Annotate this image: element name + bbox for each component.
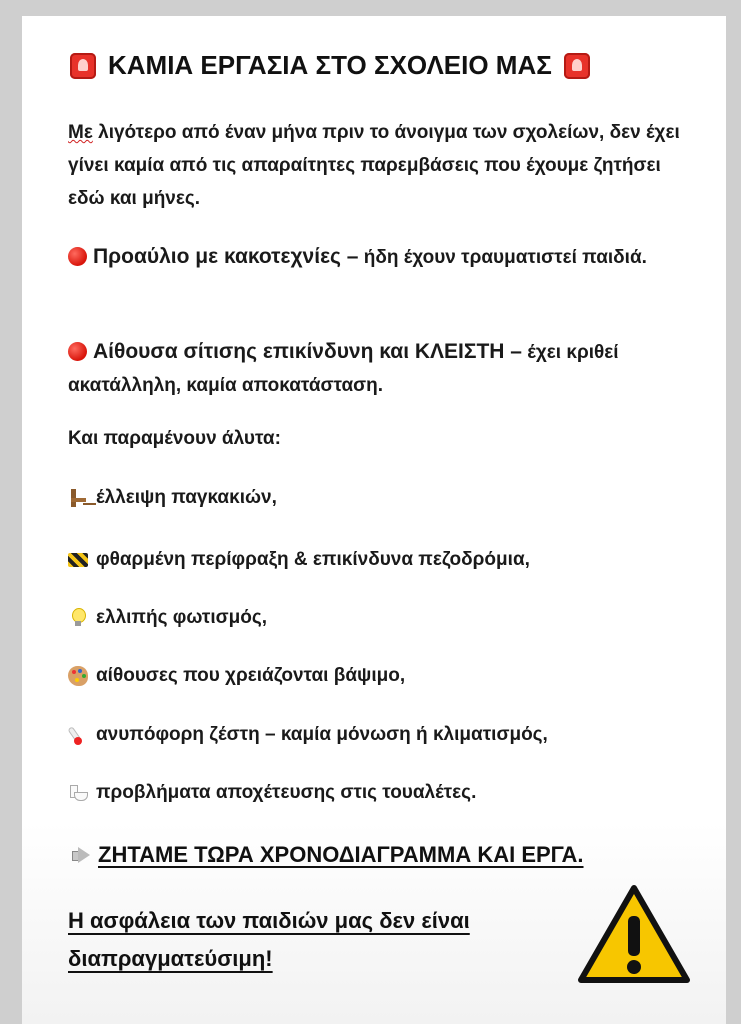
list-item [68, 607, 708, 629]
list-item [68, 487, 708, 509]
closing-statement: Η ασφάλεια των παιδιών μας δεν είναι διαπραγματεύσιμη! [68, 908, 470, 971]
intro-paragraph [68, 116, 694, 215]
document-page [22, 16, 726, 1024]
list-item-text: ανυπόφορη ζέστη – καμία μόνωση ή κλιματισμός, [96, 724, 548, 745]
page-title [70, 50, 690, 81]
issue-rest: έχει κριθεί ακατάλληλη, καμία αποκατάσταση. [68, 342, 619, 396]
intro-first-word: Με [68, 122, 93, 143]
construction-barrier-icon [68, 553, 88, 567]
paint-palette-icon [68, 666, 88, 686]
list-item-text: φθαρμένη περίφραξη & επικίνδυνα πεζοδρόμια, [96, 549, 530, 570]
megaphone-icon [70, 845, 90, 865]
list-item-text: έλλειψη παγκακιών, [96, 487, 277, 508]
chair-icon [68, 488, 88, 508]
issue-rest: ήδη έχουν τραυματιστεί παιδιά. [358, 247, 647, 268]
list-item-text: ελλιπής φωτισμός, [96, 607, 267, 628]
intro-text: λιγότερο από έναν μήνα πριν το άνοιγμα των σχολείων, δεν έχει γίνει καμία από τις απαραίτητες παρεμβάσεις που έχουμε ζητήσει εδώ και μήνες. [68, 122, 680, 209]
list-item [68, 782, 708, 804]
demand-text: ΖΗΤΑΜΕ ΤΩΡΑ ΧΡΟΝΟΔΙΑΓΡΑΜΜΑ ΚΑΙ ΕΡΓΑ. [98, 842, 584, 867]
list-item-text: προβλήματα αποχέτευσης στις τουαλέτες. [96, 782, 477, 803]
demand-heading [70, 842, 710, 868]
title-text: ΚΑΜΙΑ ΕΡΓΑΣΙΑ ΣΤΟ ΣΧΟΛΕΙΟ ΜΑΣ [108, 50, 552, 80]
issue-dining-room [68, 335, 694, 402]
list-item [68, 549, 708, 571]
warning-sign-icon [575, 882, 693, 986]
issue-schoolyard [68, 240, 694, 274]
siren-icon [70, 53, 96, 79]
list-item [68, 724, 708, 746]
toilet-icon [68, 783, 88, 803]
red-circle-icon [68, 247, 87, 266]
light-bulb-icon [68, 608, 88, 628]
thermometer-icon [68, 725, 88, 745]
list-item [68, 665, 708, 687]
issue-bold: Προαύλιο με κακοτεχνίες – [93, 245, 359, 268]
red-circle-icon [68, 342, 87, 361]
siren-icon [564, 53, 590, 79]
issue-bold: Αίθουσα σίτισης επικίνδυνη και ΚΛΕΙΣΤΗ – [93, 340, 522, 363]
list-item-text: αίθουσες που χρειάζονται βάψιμο, [96, 665, 406, 686]
remaining-label: Και παραμένουν άλυτα: [68, 428, 281, 449]
